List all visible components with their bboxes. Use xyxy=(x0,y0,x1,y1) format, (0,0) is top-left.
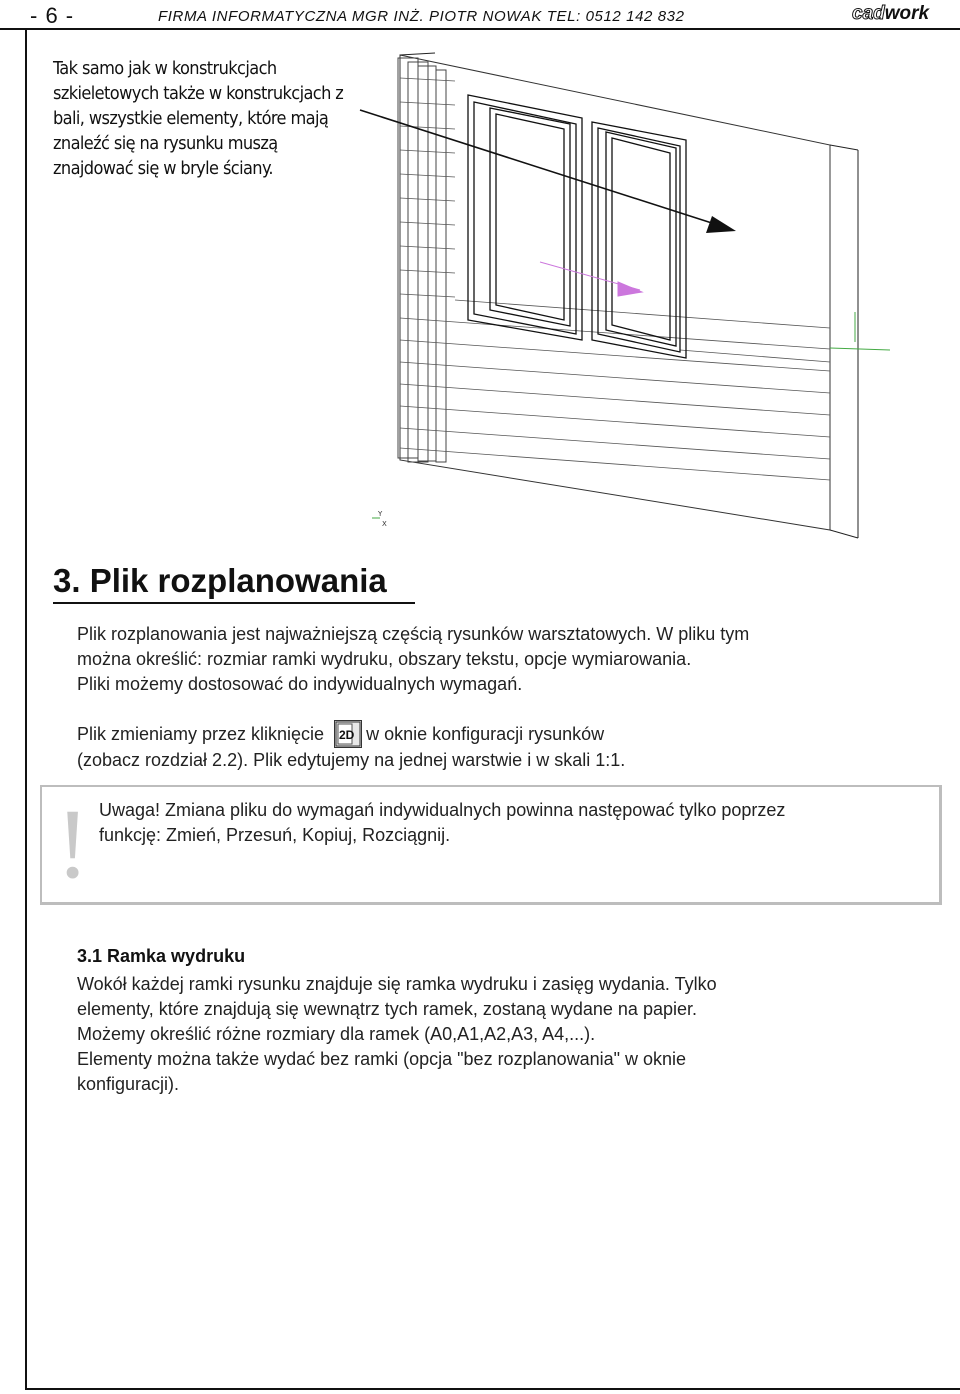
company-header: FIRMA INFORMATYCZNA MGR INŻ. PIOTR NOWAK TEL: 0512 142 832 xyxy=(158,8,685,25)
paragraph-line: można określić: rozmiar ramki wydruku, obszary tekstu, opcje wymiarowania. xyxy=(77,649,692,669)
paragraph-line: Wokół każdej ramki rysunku znajduje się ramka wydruku i zasięg wydania. Tylko xyxy=(77,974,717,994)
intro-line: znajdować się w bryle ściany. xyxy=(53,158,273,179)
page-number: - 6 - xyxy=(30,3,75,28)
paragraph-line: (zobacz rozdział 2.2). Plik edytujemy na jednej warstwie i w skali 1:1. xyxy=(77,750,626,770)
paragraph-line: Pliki możemy dostosować do indywidualnych wymagań. xyxy=(77,674,523,694)
page-border-bottom xyxy=(25,1388,960,1390)
layout-2d-icon[interactable] xyxy=(334,720,362,748)
paragraph-line xyxy=(77,720,917,748)
section-title: 3. Plik rozplanowania xyxy=(53,562,387,599)
intro-line: szkieletowych także w konstrukcjach z xyxy=(53,83,344,104)
section-paragraph-2 xyxy=(77,720,917,773)
warning-box xyxy=(40,785,942,905)
exclamation-icon: ! xyxy=(56,788,90,899)
paragraph-text: Plik zmieniamy przez kliknięcie xyxy=(77,724,325,744)
paragraph-text: w oknie konfiguracji rysunków xyxy=(366,724,605,744)
svg-text:2D: 2D xyxy=(339,728,355,742)
warning-text xyxy=(99,798,929,848)
cadwork-logo: cadwork xyxy=(852,3,930,24)
paragraph-line: Elementy można także wydać bez ramki (opcja "bez rozplanowania" w oknie xyxy=(77,1049,687,1069)
axis-x-label: X xyxy=(382,520,387,528)
callout-arrow xyxy=(0,0,960,300)
paragraph-line: konfiguracji). xyxy=(77,1074,180,1094)
axis-y-label: Y xyxy=(378,510,383,518)
paragraph-line: elementy, które znajdują się wewnątrz tych ramek, zostaną wydane na papier. xyxy=(77,999,697,1019)
warning-line: funkcję: Zmień, Przesuń, Kopiuj, Rozciągnij. xyxy=(99,825,451,845)
warning-line: Uwaga! Zmiana pliku do wymagań indywidualnych powinna następować tylko poprzez xyxy=(99,800,786,820)
intro-line: znaleźć się na rysunku muszą xyxy=(53,133,278,154)
paragraph-line: Możemy określić różne rozmiary dla ramek (A0,A1,A2,A3, A4,...). xyxy=(77,1024,596,1044)
subsection-paragraph xyxy=(77,972,917,1097)
section-title-underline xyxy=(53,602,415,604)
intro-line: bali, wszystkie elementy, które mają xyxy=(53,108,329,129)
intro-line: Tak samo jak w konstrukcjach xyxy=(53,58,277,79)
paragraph-line: Plik rozplanowania jest najważniejszą częścią rysunków warsztatowych. W pliku tym xyxy=(77,624,750,644)
subsection-title: 3.1 Ramka wydruku xyxy=(77,946,246,966)
section-paragraph-1 xyxy=(77,622,917,697)
